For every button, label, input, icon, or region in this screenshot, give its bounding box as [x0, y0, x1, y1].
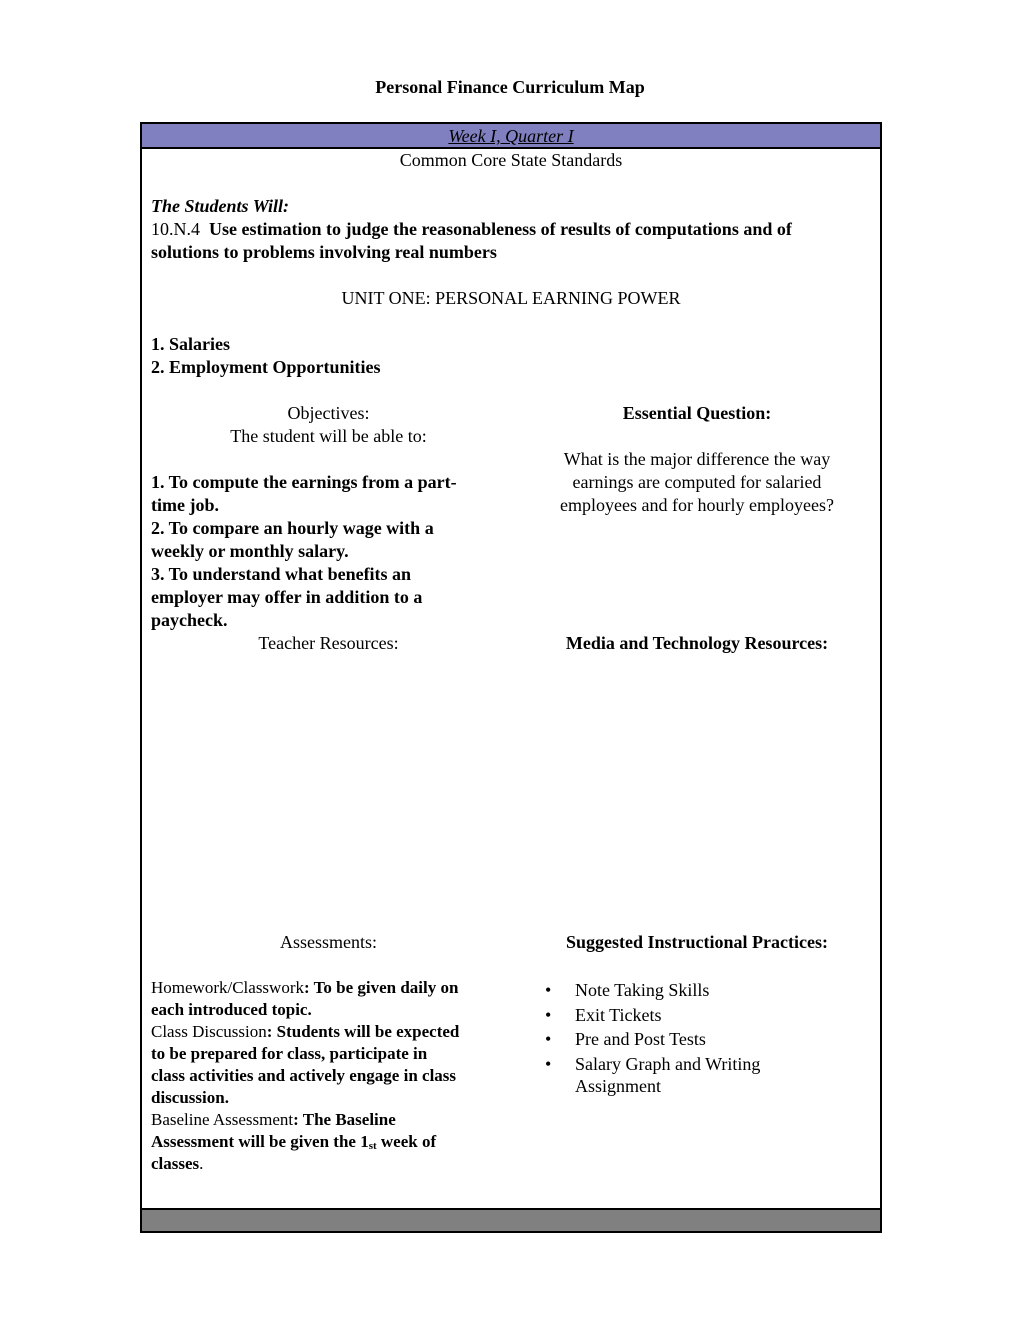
objectives-subheading: The student will be able to: [230, 426, 427, 446]
assessments-heading: Assessments: [279, 932, 377, 952]
week-header: Week I, Quarter I [142, 124, 880, 149]
standard-code: 10.N.4 [151, 219, 200, 239]
baseline-text-part: week of [376, 1132, 437, 1151]
practices-list [537, 978, 867, 1076]
essential-question-line: What is the major difference the way [563, 449, 831, 469]
standard-text-line2: solutions to problems involving real numbers [151, 242, 497, 262]
standard-text [151, 218, 876, 241]
topic-item: 1. Salaries [151, 334, 230, 354]
baseline-period: . [199, 1154, 204, 1173]
table-footer-bar [142, 1208, 880, 1231]
essential-question-line: earnings are computed for salaried [572, 472, 822, 492]
discussion-text-line2: to be prepared for class, participate in [151, 1044, 428, 1063]
homework-text-line2: each introduced topic. [151, 1000, 312, 1019]
discussion-text-line4: discussion. [151, 1088, 229, 1107]
assessment-discussion [151, 1021, 506, 1043]
curriculum-table [140, 122, 882, 1233]
page-title: Personal Finance Curriculum Map [375, 77, 645, 97]
unit-title: UNIT ONE: PERSONAL EARNING POWER [341, 288, 681, 308]
standards-label: Common Core State Standards [399, 150, 623, 170]
baseline-text: : The Baseline [293, 1110, 396, 1129]
assessment-baseline [151, 1109, 506, 1131]
practice-item: • Salary Graph and Writing [537, 1052, 867, 1077]
baseline-classes: classes [151, 1154, 200, 1173]
students-will-heading: The Students Will: [151, 196, 290, 216]
teacher-resources-heading: Teacher Resources: [258, 633, 399, 653]
objective-line: 2. To compare an hourly wage with a [151, 518, 434, 538]
assessment-homework [151, 977, 506, 999]
practice-item-continuation: Assignment [575, 1076, 662, 1096]
discussion-label: Class Discussion [151, 1022, 267, 1041]
ordinal-suffix: st [368, 1140, 377, 1152]
media-resources-heading: Media and Technology Resources: [565, 633, 829, 653]
practice-item: • Pre and Post Tests [537, 1027, 867, 1052]
standard-text-line1: Use estimation to judge the reasonableness of results of computations and of [209, 219, 792, 239]
baseline-text-part: Assessment will be given the 1 [151, 1132, 369, 1151]
practice-item: • Note Taking Skills [537, 978, 867, 1003]
practice-item: • Exit Tickets [537, 1003, 867, 1028]
baseline-label: Baseline Assessment [151, 1110, 294, 1129]
objective-line: time job. [151, 495, 219, 515]
objective-line: paycheck. [151, 610, 228, 630]
homework-label: Homework/Classwork [151, 978, 304, 997]
discussion-text-line3: class activities and actively engage in class [151, 1066, 457, 1085]
objectives-heading: Objectives: [287, 403, 370, 423]
baseline-text-line3 [151, 1153, 506, 1175]
homework-text: : To be given daily on [303, 978, 459, 997]
practices-heading: Suggested Instructional Practices: [566, 932, 828, 952]
objective-line: 3. To understand what benefits an [151, 564, 412, 584]
essential-question-line: employees and for hourly employees? [560, 495, 834, 515]
objective-line: 1. To compute the earnings from a part- [151, 472, 457, 492]
objective-line: weekly or monthly salary. [151, 541, 349, 561]
objective-line: employer may offer in addition to a [151, 587, 423, 607]
discussion-text: : Students will be expected [266, 1022, 460, 1041]
essential-question-heading: Essential Question: [622, 403, 772, 423]
topic-item: 2. Employment Opportunities [151, 357, 381, 377]
